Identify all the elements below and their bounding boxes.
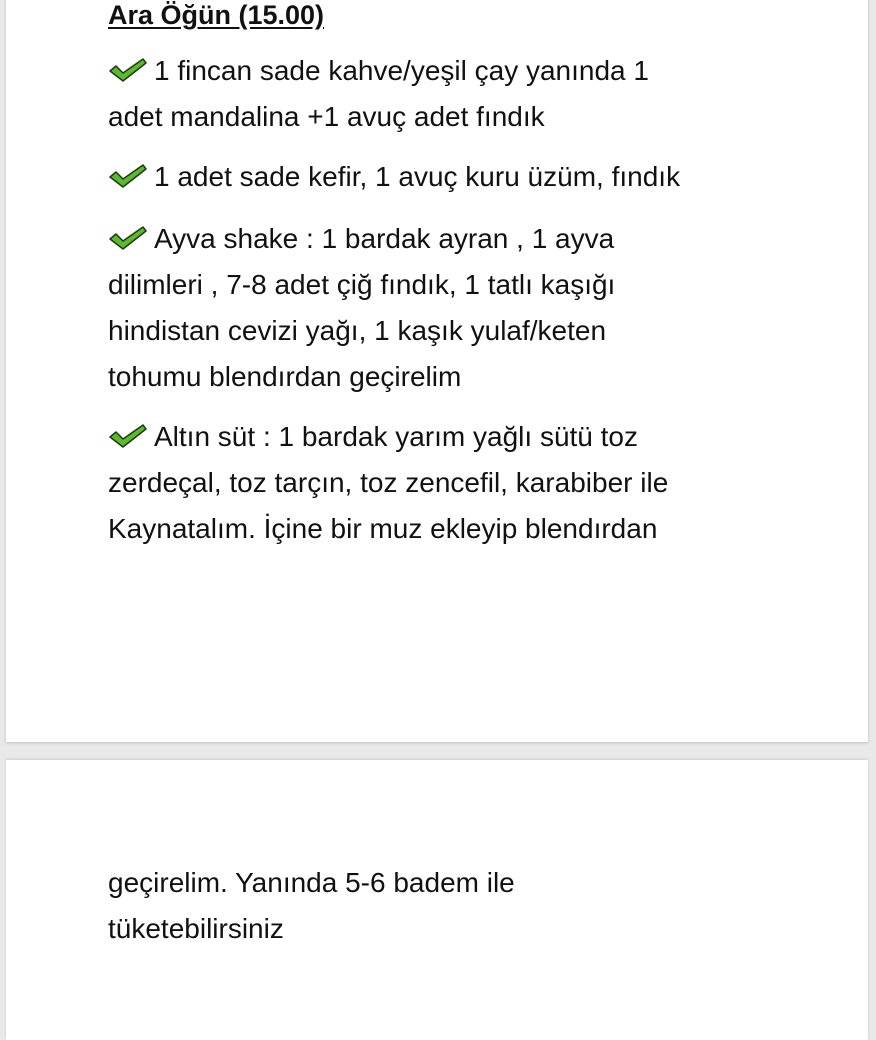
snack-option-2: [108, 154, 808, 200]
check-mark-icon: [108, 58, 148, 82]
item-line: tüketebilirsiniz: [108, 913, 284, 944]
item-line: adet mandalina +1 avuç adet fındık: [108, 101, 545, 132]
check-mark-icon: [108, 226, 148, 250]
snack-option-1: [108, 48, 808, 140]
item-line: Altın süt : 1 bardak yarım yağlı sütü toz: [154, 421, 638, 452]
section-title: Ara Öğün (15.00): [108, 0, 325, 30]
item-line: Kaynatalım. İçine bir muz ekleyip blendırdan: [108, 513, 658, 544]
document-page-2: [6, 760, 868, 1040]
item-line: 1 adet sade kefir, 1 avuç kuru üzüm, fındık: [154, 161, 681, 192]
item-line: hindistan cevizi yağı, 1 kaşık yulaf/keten: [108, 315, 607, 346]
item-line: Ayva shake : 1 bardak ayran , 1 ayva: [154, 223, 615, 254]
item-line: dilimleri , 7-8 adet çiğ fındık, 1 tatlı kaşığı: [108, 269, 616, 300]
snack-option-3: [108, 216, 808, 400]
item-line: tohumu blendırdan geçirelim: [108, 361, 462, 392]
continued-text: [108, 860, 515, 952]
item-line: zerdeçal, toz tarçın, toz zencefil, karabiber ile: [108, 467, 669, 498]
snack-option-4: [108, 414, 808, 552]
check-mark-icon: [108, 164, 148, 188]
document-page-1: [6, 0, 868, 742]
check-mark-icon: [108, 424, 148, 448]
item-line: geçirelim. Yanında 5-6 badem ile: [108, 867, 515, 898]
item-line: 1 fincan sade kahve/yeşil çay yanında 1: [154, 55, 649, 86]
